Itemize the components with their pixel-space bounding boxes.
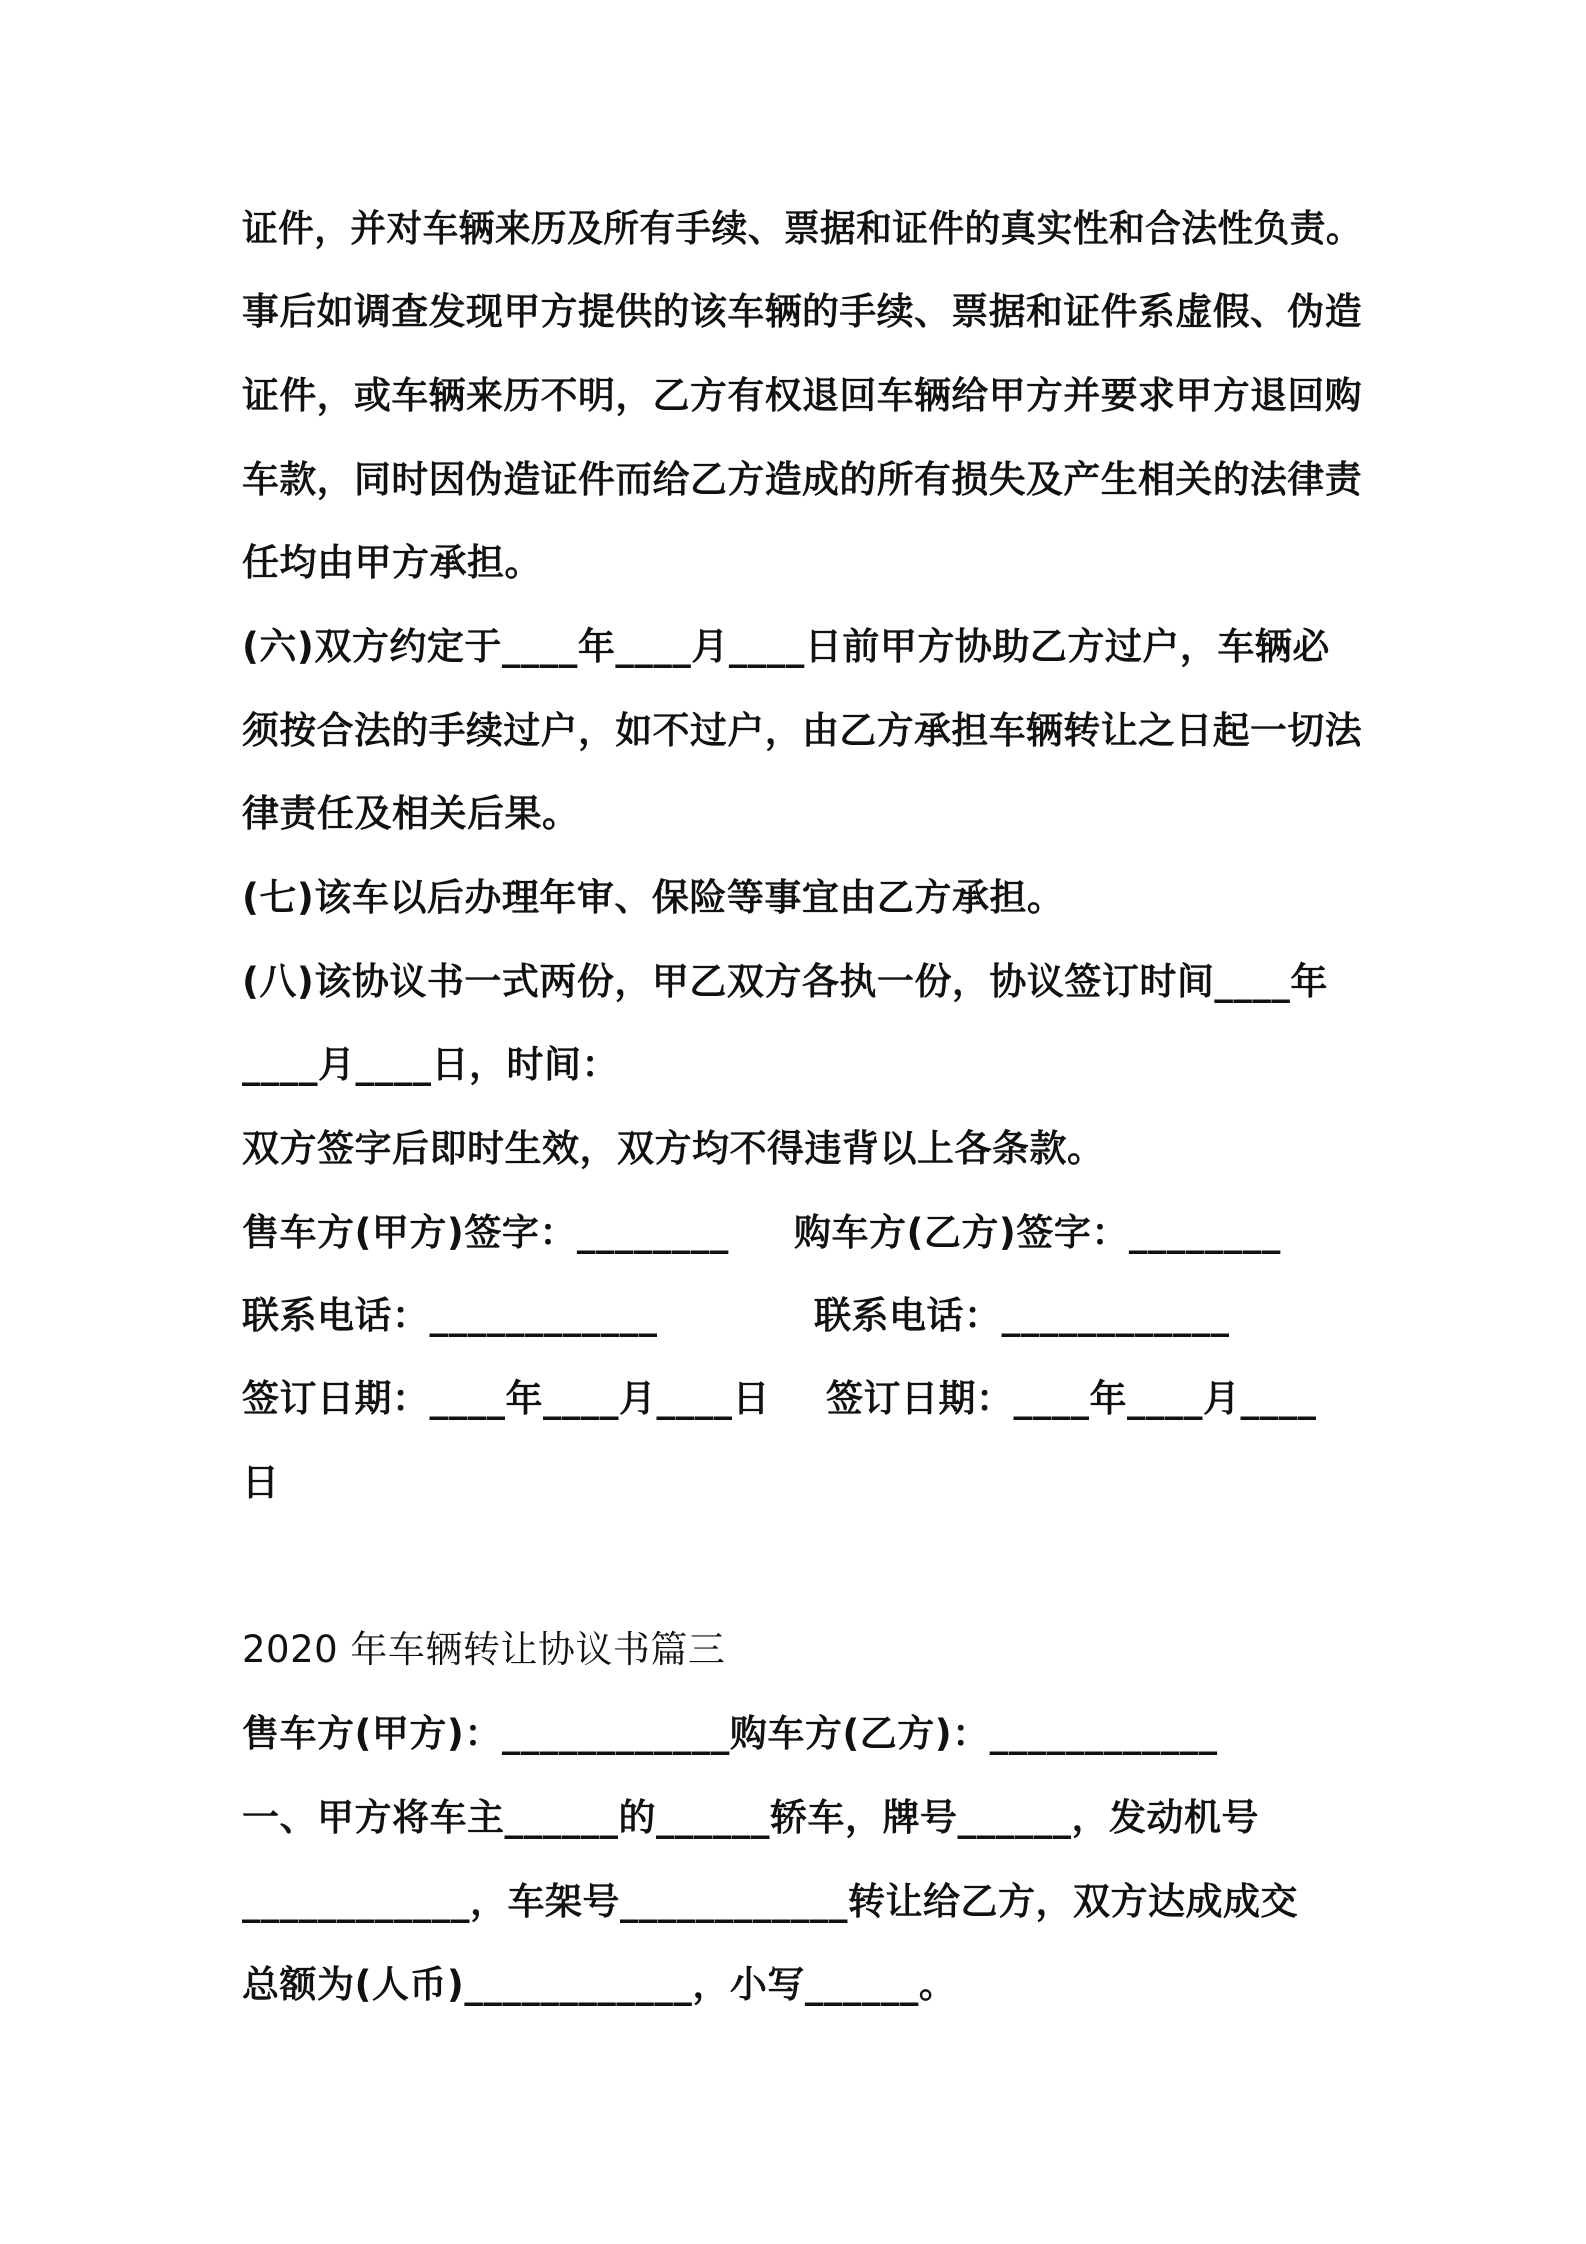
seller-phone: 联系电话：____________	[242, 1294, 658, 1337]
phone-row	[242, 1291, 1362, 1341]
item-1-line: ____________，车架号____________转让给乙方，双方达成成交	[242, 1880, 1298, 1923]
paragraph-line: 证件，或车辆来历不明，乙方有权退回车辆给甲方并要求甲方退回购	[242, 374, 1363, 417]
clause-6-line: 须按合法的手续过户，如不过户，由乙方承担车辆转让之日起一切法	[242, 709, 1363, 752]
item-1-line: 一、甲方将车主______的______轿车，牌号______，发动机号	[242, 1796, 1259, 1839]
clause-7-line: (七)该车以后办理年审、保险等事宜由乙方承担。	[242, 876, 1065, 919]
seller-date: 签订日期：____年____月____日	[242, 1377, 770, 1420]
signature-row	[242, 1208, 1362, 1258]
section-title: 2020 年车辆转让协议书篇三	[242, 1628, 726, 1671]
buyer-date: 签订日期：____年____月____	[826, 1377, 1317, 1420]
clause-6-line: 律责任及相关后果。	[242, 792, 580, 835]
buyer-phone: 联系电话：____________	[814, 1294, 1230, 1337]
paragraph-line: 任均由甲方承担。	[242, 541, 542, 584]
effective-statement: 双方签字后即时生效，双方均不得违背以上各条款。	[242, 1127, 1105, 1170]
clause-8-line: ____月____日，时间：	[242, 1043, 619, 1086]
item-1-line: 总额为(人币)____________，小写______。	[242, 1963, 957, 2006]
date-tail: 日	[242, 1461, 280, 1504]
paragraph-line: 车款，同时因伪造证件而给乙方造成的所有损失及产生相关的法律责	[242, 458, 1363, 501]
buyer-signature: 购车方(乙方)签字：________	[794, 1211, 1281, 1254]
paragraph-line: 事后如调查发现甲方提供的该车辆的手续、票据和证件系虚假、伪造	[242, 290, 1363, 333]
seller-signature: 售车方(甲方)签字：________	[242, 1211, 729, 1254]
date-row	[242, 1374, 1362, 1424]
clause-6-line: (六)双方约定于____年____月____日前甲方协助乙方过户，车辆必	[242, 625, 1330, 668]
clause-8-line: (八)该协议书一式两份，甲乙双方各执一份，协议签订时间____年	[242, 960, 1328, 1003]
paragraph-line: 证件，并对车辆来历及所有手续、票据和证件的真实性和合法性负责。	[242, 207, 1362, 250]
parties-line: 售车方(甲方)：____________购车方(乙方)：____________	[242, 1712, 1218, 1755]
